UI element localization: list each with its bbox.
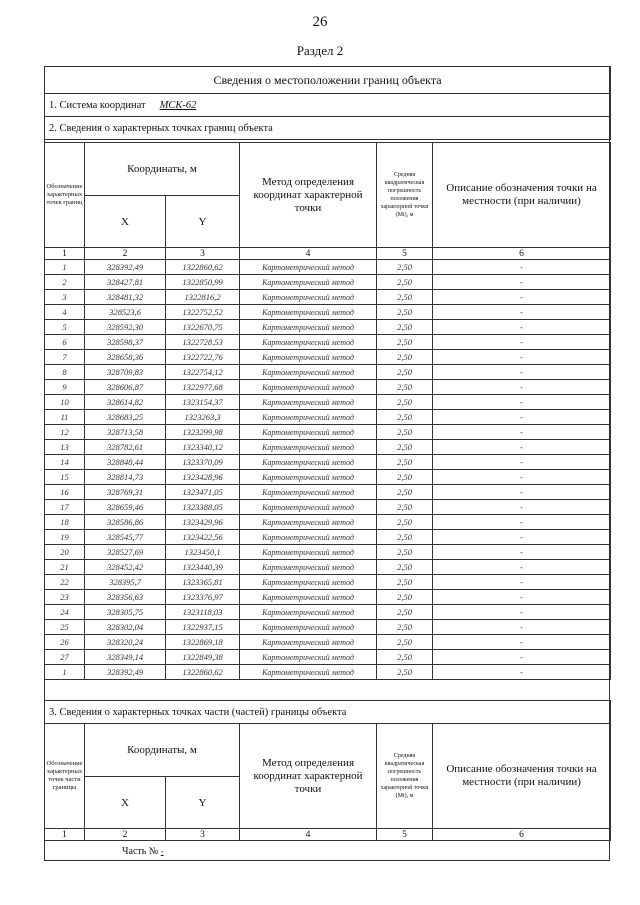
description: - [433, 485, 611, 500]
header-method: Метод определения координат характерной точки [240, 724, 377, 829]
accuracy: 2,50 [377, 425, 433, 440]
point-number: 7 [45, 350, 85, 365]
accuracy: 2,50 [377, 365, 433, 380]
description: - [433, 575, 611, 590]
table-row [45, 650, 611, 665]
method: Картометрический метод [240, 455, 377, 470]
point-number: 13 [45, 440, 85, 455]
accuracy: 2,50 [377, 485, 433, 500]
header-y: Y [166, 777, 240, 829]
description: - [433, 410, 611, 425]
method: Картометрический метод [240, 485, 377, 500]
accuracy: 2,50 [377, 530, 433, 545]
point-number: 26 [45, 635, 85, 650]
method: Картометрический метод [240, 530, 377, 545]
method: Картометрический метод [240, 620, 377, 635]
coord-x: 328848,44 [85, 455, 166, 470]
table-row [45, 500, 611, 515]
method: Картометрический метод [240, 410, 377, 425]
table-row [45, 665, 611, 680]
point-number: 10 [45, 395, 85, 410]
part-section-title: 3. Сведения о характерных точках части (частей) границы объекта [45, 701, 611, 724]
table-row [45, 605, 611, 620]
points-table [44, 142, 611, 680]
coord-x: 328481,32 [85, 290, 166, 305]
col-num: 5 [377, 248, 433, 260]
coord-x: 328320,24 [85, 635, 166, 650]
header-table [44, 66, 611, 140]
point-number: 19 [45, 530, 85, 545]
description: - [433, 455, 611, 470]
coord-y: 1322816,2 [166, 290, 240, 305]
table-row [45, 620, 611, 635]
description: - [433, 260, 611, 275]
method: Картометрический метод [240, 290, 377, 305]
description: - [433, 545, 611, 560]
coord-x: 328683,25 [85, 410, 166, 425]
table-row [45, 380, 611, 395]
coord-y: 1322722,76 [166, 350, 240, 365]
method: Картометрический метод [240, 470, 377, 485]
coord-y: 1323450,1 [166, 545, 240, 560]
table-row [45, 275, 611, 290]
table-row [45, 350, 611, 365]
coord-x: 328523,6 [85, 305, 166, 320]
col-num: 1 [45, 829, 85, 841]
coord-y: 1323429,96 [166, 515, 240, 530]
coord-system-label: 1. Система координат [49, 99, 146, 111]
description: - [433, 635, 611, 650]
method: Картометрический метод [240, 650, 377, 665]
method: Картометрический метод [240, 575, 377, 590]
table-row [45, 395, 611, 410]
point-number: 22 [45, 575, 85, 590]
part-number-line [122, 846, 164, 857]
header-coords: Координаты, м [85, 143, 240, 196]
coord-y: 1323440,39 [166, 560, 240, 575]
method: Картометрический метод [240, 605, 377, 620]
point-number: 20 [45, 545, 85, 560]
point-number: 14 [45, 455, 85, 470]
part-value: - [160, 847, 164, 856]
accuracy: 2,50 [377, 560, 433, 575]
header-coords: Координаты, м [85, 724, 240, 777]
coord-x: 328392,49 [85, 665, 166, 680]
method: Картометрический метод [240, 590, 377, 605]
coord-y: 1322754,12 [166, 365, 240, 380]
points-section-title: 2. Сведения о характерных точках границ объекта [45, 117, 611, 140]
point-number: 5 [45, 320, 85, 335]
accuracy: 2,50 [377, 590, 433, 605]
page-number: 26 [312, 14, 328, 30]
coord-x: 328452,42 [85, 560, 166, 575]
header-method: Метод определения координат характерной точки [240, 143, 377, 248]
description: - [433, 350, 611, 365]
method: Картометрический метод [240, 365, 377, 380]
table-row [45, 410, 611, 425]
method: Картометрический метод [240, 545, 377, 560]
coord-x: 328392,49 [85, 260, 166, 275]
accuracy: 2,50 [377, 260, 433, 275]
accuracy: 2,50 [377, 380, 433, 395]
banner: Сведения о местоположении границ объекта [45, 67, 611, 94]
coord-x: 328545,77 [85, 530, 166, 545]
col-num: 4 [240, 248, 377, 260]
coord-y: 1322869,18 [166, 635, 240, 650]
method: Картометрический метод [240, 395, 377, 410]
method: Картометрический метод [240, 515, 377, 530]
description: - [433, 530, 611, 545]
header-x: X [85, 777, 166, 829]
table-row [45, 365, 611, 380]
header-point-part: Обозначение характерных точек части границы [45, 724, 85, 829]
coord-system-value: МСК-62 [159, 99, 197, 111]
coord-y: 1323370,09 [166, 455, 240, 470]
description: - [433, 470, 611, 485]
table-row [45, 560, 611, 575]
coord-x: 328302,04 [85, 620, 166, 635]
accuracy: 2,50 [377, 500, 433, 515]
accuracy: 2,50 [377, 275, 433, 290]
point-number: 1 [45, 665, 85, 680]
description: - [433, 590, 611, 605]
description: - [433, 275, 611, 290]
accuracy: 2,50 [377, 440, 433, 455]
coord-x: 328614,82 [85, 395, 166, 410]
coord-y: 1323118,03 [166, 605, 240, 620]
point-number: 1 [45, 260, 85, 275]
table-row [45, 320, 611, 335]
description: - [433, 395, 611, 410]
description: - [433, 440, 611, 455]
coord-x: 328769,31 [85, 485, 166, 500]
accuracy: 2,50 [377, 395, 433, 410]
method: Картометрический метод [240, 380, 377, 395]
method: Картометрический метод [240, 320, 377, 335]
accuracy: 2,50 [377, 350, 433, 365]
method: Картометрический метод [240, 665, 377, 680]
point-number: 4 [45, 305, 85, 320]
col-num: 3 [166, 829, 240, 841]
description: - [433, 380, 611, 395]
coord-x: 328395,7 [85, 575, 166, 590]
coord-y: 1323154,37 [166, 395, 240, 410]
coord-x: 328606,87 [85, 380, 166, 395]
description: - [433, 620, 611, 635]
point-number: 25 [45, 620, 85, 635]
header-accuracy: Средняя квадратическая погрешность положения характерной точки (Mt), м [377, 143, 433, 248]
table-row [45, 440, 611, 455]
description: - [433, 320, 611, 335]
coord-x: 328527,69 [85, 545, 166, 560]
coord-x: 328709,83 [85, 365, 166, 380]
coord-x: 328814,73 [85, 470, 166, 485]
point-number: 16 [45, 485, 85, 500]
accuracy: 2,50 [377, 665, 433, 680]
point-number: 3 [45, 290, 85, 305]
point-number: 24 [45, 605, 85, 620]
coord-y: 1323471,05 [166, 485, 240, 500]
section-title: Раздел 2 [296, 43, 344, 58]
table-row [45, 290, 611, 305]
method: Картометрический метод [240, 260, 377, 275]
coord-x: 328305,75 [85, 605, 166, 620]
coord-y: 1323299,98 [166, 425, 240, 440]
point-number: 9 [45, 380, 85, 395]
point-number: 15 [45, 470, 85, 485]
table-row [45, 335, 611, 350]
method: Картометрический метод [240, 305, 377, 320]
coord-y: 1322977,68 [166, 380, 240, 395]
point-number: 23 [45, 590, 85, 605]
coord-x: 328349,14 [85, 650, 166, 665]
accuracy: 2,50 [377, 575, 433, 590]
col-num: 5 [377, 829, 433, 841]
point-number: 21 [45, 560, 85, 575]
part-table [44, 700, 611, 841]
coord-x: 328586,86 [85, 515, 166, 530]
method: Картометрический метод [240, 350, 377, 365]
col-num: 2 [85, 829, 166, 841]
method: Картометрический метод [240, 500, 377, 515]
point-number: 17 [45, 500, 85, 515]
coord-y: 1323263,3 [166, 410, 240, 425]
accuracy: 2,50 [377, 545, 433, 560]
accuracy: 2,50 [377, 320, 433, 335]
table-row [45, 530, 611, 545]
method: Картометрический метод [240, 425, 377, 440]
table-row [45, 515, 611, 530]
description: - [433, 500, 611, 515]
table-row [45, 635, 611, 650]
coord-x: 328356,63 [85, 590, 166, 605]
coord-y: 1323422,56 [166, 530, 240, 545]
accuracy: 2,50 [377, 335, 433, 350]
table-row [45, 575, 611, 590]
coord-y: 1323388,05 [166, 500, 240, 515]
table-row [45, 485, 611, 500]
method: Картометрический метод [240, 335, 377, 350]
header-description: Описание обозначения точки на местности (при наличии) [433, 724, 611, 829]
header-point: Обозначение характерных точек границ [45, 143, 85, 248]
description: - [433, 305, 611, 320]
header-accuracy: Средняя квадратическая погрешность положения характерной точки (Mt), м [377, 724, 433, 829]
part-label: Часть № [122, 846, 159, 857]
description: - [433, 335, 611, 350]
col-num: 2 [85, 248, 166, 260]
point-number: 11 [45, 410, 85, 425]
col-num: 4 [240, 829, 377, 841]
point-number: 18 [45, 515, 85, 530]
table-row [45, 305, 611, 320]
table-row [45, 590, 611, 605]
accuracy: 2,50 [377, 650, 433, 665]
coord-y: 1322849,38 [166, 650, 240, 665]
coord-system-row [45, 94, 611, 117]
description: - [433, 665, 611, 680]
accuracy: 2,50 [377, 605, 433, 620]
point-number: 8 [45, 365, 85, 380]
point-number: 6 [45, 335, 85, 350]
coord-y: 1322860,62 [166, 665, 240, 680]
coord-y: 1322860,62 [166, 260, 240, 275]
col-num: 3 [166, 248, 240, 260]
header-y: Y [166, 196, 240, 248]
accuracy: 2,50 [377, 515, 433, 530]
coord-x: 328658,36 [85, 350, 166, 365]
coord-x: 328427,81 [85, 275, 166, 290]
method: Картометрический метод [240, 635, 377, 650]
accuracy: 2,50 [377, 470, 433, 485]
point-number: 12 [45, 425, 85, 440]
coord-y: 1323340,12 [166, 440, 240, 455]
coord-x: 328659,46 [85, 500, 166, 515]
point-number: 27 [45, 650, 85, 665]
coord-y: 1323365,81 [166, 575, 240, 590]
header-description: Описание обозначения точки на местности (при наличии) [433, 143, 611, 248]
accuracy: 2,50 [377, 305, 433, 320]
description: - [433, 650, 611, 665]
header-x: X [85, 196, 166, 248]
coord-x: 328598,37 [85, 335, 166, 350]
table-row [45, 260, 611, 275]
coord-y: 1323428,96 [166, 470, 240, 485]
coord-y: 1322937,15 [166, 620, 240, 635]
point-number: 2 [45, 275, 85, 290]
coord-x: 328713,58 [85, 425, 166, 440]
coord-x: 328592,30 [85, 320, 166, 335]
coord-y: 1322670,75 [166, 320, 240, 335]
description: - [433, 425, 611, 440]
table-row [45, 455, 611, 470]
method: Картометрический метод [240, 560, 377, 575]
col-num: 6 [433, 248, 611, 260]
coord-y: 1322728,53 [166, 335, 240, 350]
table-row [45, 470, 611, 485]
coord-y: 1322752,52 [166, 305, 240, 320]
method: Картометрический метод [240, 440, 377, 455]
coord-y: 1322850,99 [166, 275, 240, 290]
description: - [433, 515, 611, 530]
accuracy: 2,50 [377, 620, 433, 635]
accuracy: 2,50 [377, 455, 433, 470]
table-row [45, 425, 611, 440]
method: Картометрический метод [240, 275, 377, 290]
accuracy: 2,50 [377, 635, 433, 650]
description: - [433, 290, 611, 305]
table-row [45, 545, 611, 560]
description: - [433, 560, 611, 575]
accuracy: 2,50 [377, 410, 433, 425]
col-num: 1 [45, 248, 85, 260]
col-num: 6 [433, 829, 611, 841]
coord-x: 328782,61 [85, 440, 166, 455]
description: - [433, 605, 611, 620]
coord-y: 1323376,97 [166, 590, 240, 605]
description: - [433, 365, 611, 380]
accuracy: 2,50 [377, 290, 433, 305]
